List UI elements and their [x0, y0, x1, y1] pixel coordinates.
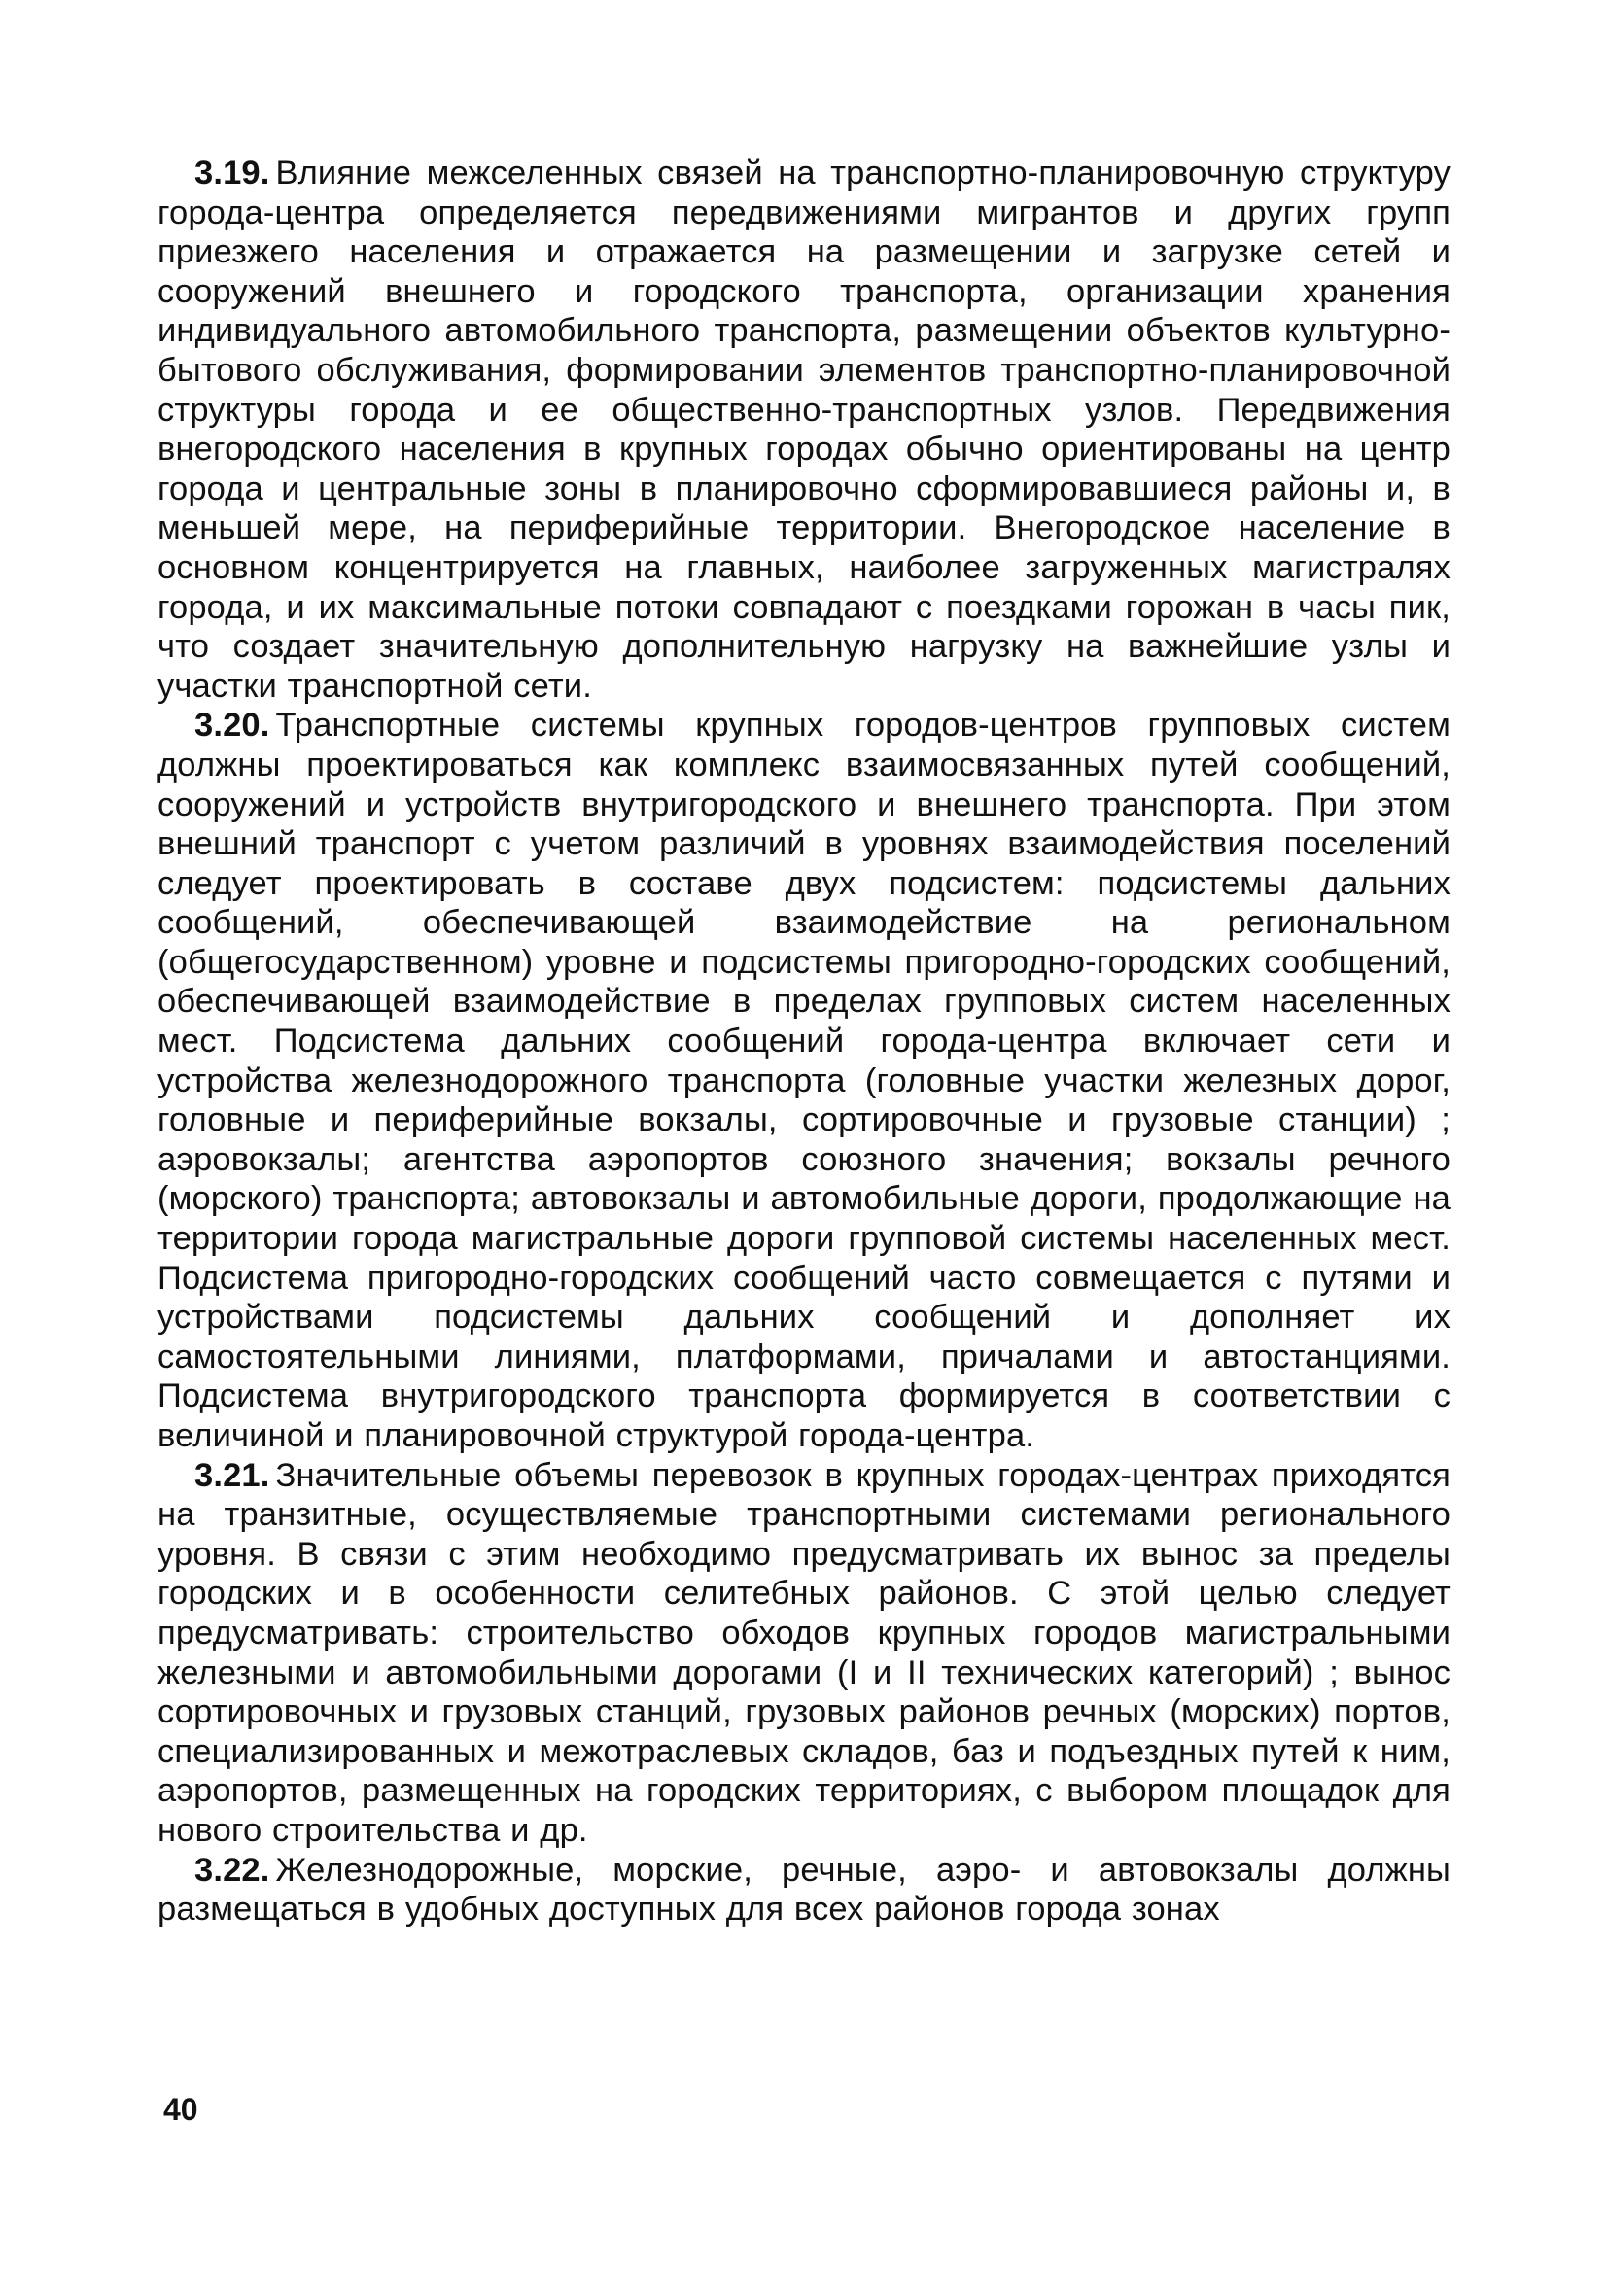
paragraph-text: Влияние межселенных связей на транспортно-планировочную структуру города-центра определяется передвижениями мигрантов и других групп приезжего населения и отражается на размещении и загрузке сетей и сооружений внешнего и городского транспорта, организации хранения индивидуального автомобильного транспорта, размещении объектов культурно-бытового обслуживания, формировании элементов транспортно-планировочной структуры города и ее общественно-транспортных узлов. Передвижения внегородского населения в крупных городах обычно ориентированы на центр города и центральные зоны в планировочно сформировавшиеся районы и, в меньшей мере, на периферийные территории. Внегородское население в основном концентрируется на главных, наиболее загруженных магистралях города, и их максимальные потоки совпадают с поездками горожан в часы пик, что создает значительную дополнительную нагрузку на важнейшие узлы и участки транспортной сети.: [157, 155, 1451, 705]
paragraph-text: Значительные объемы перевозок в крупных городах-центрах приходятся на транзитные, осуществляемые транспортными системами регионального уровня. В связи с этим необходимо предусматривать их вынос за пределы городских и в особенности селитебных районов. С этой целью следует предусматривать: строительство обходов крупных городов магистральными железными и автомобильными дорогами (I и II технических категорий) ; вынос сортировочных и грузовых станций, грузовых районов речных (морских) портов, специализированных и межотраслевых складов, баз и подъездных путей к ним, аэропортов, размещенных на городских территориях, с выбором площадок для нового строительства и др.: [157, 1456, 1451, 1849]
paragraph-number: 3.22.: [194, 1851, 270, 1889]
paragraph-text: Железнодорожные, морские, речные, аэро- и автовокзалы должны размещаться в удобных доступных для всех районов города зонах: [157, 1851, 1451, 1929]
paragraph-3-19: [157, 154, 1451, 706]
paragraph-3-21: [157, 1456, 1451, 1851]
paragraph-text: Транспортные системы крупных городов-центров групповых систем должны проектироваться как комплекс взаимосвязанных путей сообщений, сооружений и устройств внутригородского и внешнего транспорта. При этом внешний транспорт с учетом различий в уровнях взаимодействия поселений следует проектировать в составе двух подсистем: подсистемы дальних сообщений, обеспечивающей взаимодействие на региональном (общегосударственном) уровне и подсистемы пригородно-городских сообщений, обеспечивающей взаимодействие в пределах групповых систем населенных мест. Подсистема дальних сообщений города-центра включает сети и устройства железнодорожного транспорта (головные участки железных дорог, головные и периферийные вокзалы, сортировочные и грузовые станции) ; аэровокзалы; агентства аэропортов союзного значения; вокзалы речного (морского) транспорта; автовокзалы и автомобильные дороги, продолжающие на территории города магистральные дороги групповой системы населенных мест. Подсистема пригородно-городских сообщений часто совмещается с путями и устройствами подсистемы дальних сообщений и дополняет их самостоятельными линиями, платформами, причалами и автостанциями. Подсистема внутригородского транспорта формируется в соответствии с величиной и планировочной структурой города-центра.: [157, 707, 1451, 1454]
page-body: [157, 154, 1451, 1930]
page-number: 40: [163, 2092, 198, 2127]
paragraph-3-20: [157, 706, 1451, 1455]
paragraph-3-22: [157, 1851, 1451, 1930]
paragraph-number: 3.21.: [194, 1456, 270, 1494]
paragraph-number: 3.19.: [194, 155, 270, 191]
paragraph-number: 3.20.: [194, 707, 270, 745]
